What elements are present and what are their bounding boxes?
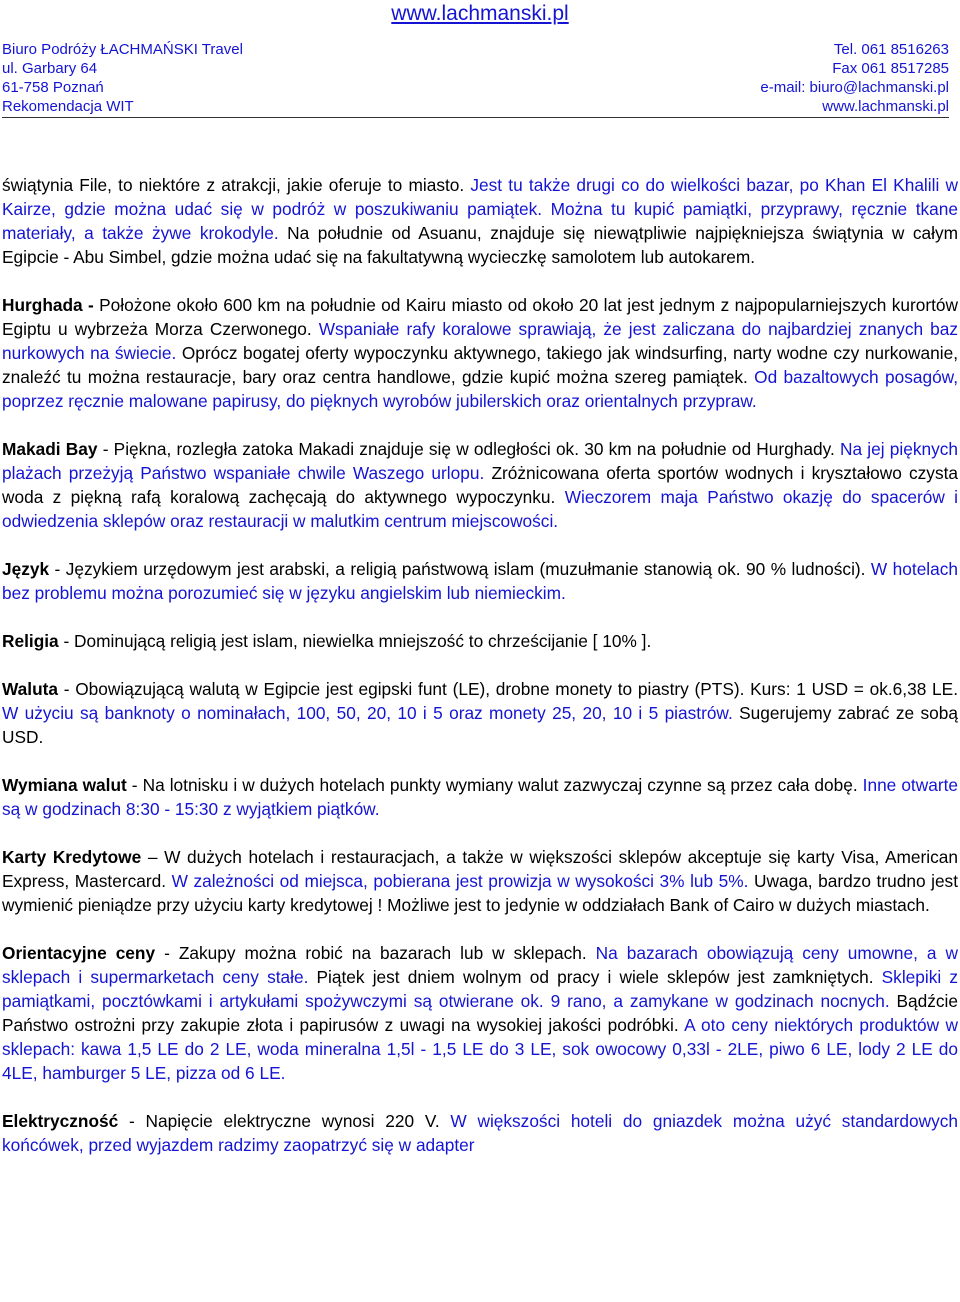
header-divider [2, 117, 949, 118]
paragraph-karty: Karty Kredytowe – W dużych hotelach i restauracjach, a także w większości sklepów akceptuje się karty Visa, American Express, Mastercard. W zależności od miejsca, pobierana jest prowizja w wysokości 3% lub 5%. Uwaga, bardzo trudno jest wymienić pieniądze przy użyciu karty kredytowej ! Możliwe jest to jedynie w oddziałach Bank of Cairo w dużych miastach. [2, 847, 959, 915]
paragraph-orientacyjne: Orientacyjne ceny - Zakupy można robić na bazarach lub w sklepach. Na bazarach obowiązują ceny umowne, a w sklepach i supermarketach ceny stałe. Piątek jest dniem wolnym od pracy i wiele sklepów jest zamkniętych. Sklepiki z pamiątkami, pocztówkami i artykułami spożywczymi są otwierane ok. 9 rano, a zamykane w godzinach nocnych. Bądźcie Państwo ostrożni przy zakupie złota i papirusów z uwagi na wysokiej jakości podróbki. A oto ceny niektórych produktów w sklepach: kawa 1,5 LE do 2 LE, woda mineralna 1,5l - 1,5 LE do 3 LE, sok owocowy 0,33l - 2LE, piwo 6 LE, lody 2 LE do 4LE, hamburger 5 LE, pizza od 6 LE. [2, 943, 958, 1083]
section-title-karty: Karty Kredytowe [2, 847, 142, 867]
section-title-religia: Religia [2, 631, 59, 651]
paragraph-hurghada: Hurghada - Położone około 600 km na południe od Kairu miasto od około 20 lat jest jednym z najpopularniejszych kurortów Egiptu u wybrzeża Morza Czerwonego. Wspaniałe rafy koralowe sprawiają, że jest zaliczana do najbardziej znanych baz nurkowych na świecie. Oprócz bogatej oferty wypoczynku aktywnego, takiego jak windsurfing, narty wodne czy nurkowanie, znaleźć tu można restauracje, bary oraz centra handlowe, gdzie kupić można szereg pamiątek. Od bazaltowych posagów, poprzez ręcznie malowane papirusy, do pięknych wyrobów jubilerskich oraz orientalnych przypraw. [2, 295, 959, 411]
paragraph-intro: świątynia File, to niektóre z atrakcji, jakie oferuje to miasto. Jest tu także drugi co do wielkości bazar, po Khan El Khalili w Kairze, gdzie można udać się w podróż w poszukiwaniu pamiątek. Można tu kupić pamiątki, przyprawy, ręcznie tkane materiały, a także żywe krokodyle. Na południe od Asuanu, znajduje się niewątpliwie najpiękniejsza świątynia w całym Egipcie - Abu Simbel, gdzie można udać się na fakultatywną wycieczkę samolotem lub autokarem. [2, 175, 958, 267]
paragraph-wymiana: Wymiana walut - Na lotnisku i w dużych hotelach punkty wymiany walut zazwyczaj czynne są przez cała dobę. Inne otwarte są w godzinach 8:30 - 15:30 z wyjątkiem piątków. [2, 775, 958, 819]
paragraph-elektrycznosc: Elektryczność - Napięcie elektryczne wynosi 220 V. W większości hoteli do gniazdek można użyć standardowych końcówek, przed wyjazdem radzimy zaopatrzyć się w adapter [2, 1111, 958, 1155]
company-phone: Tel. 061 8516263 [833, 41, 949, 58]
section-title-orientacyjne: Orientacyjne ceny [2, 943, 156, 963]
paragraph-waluta: Waluta - Obowiązującą walutą w Egipcie jest egipski funt (LE), drobne monety to piastry (PTS). Kurs: 1 USD = ok.6,38 LE. W użyciu są banknoty o nominałach, 100, 50, 20, 10 i 5 oraz monety 25, 20, 10 i 5 piastrów. Sugerujemy zabrać ze sobą USD. [2, 679, 958, 747]
section-title-hurghada: Hurghada - [2, 295, 100, 315]
company-name: Biuro Podróży ŁACHMAŃSKI Travel [2, 41, 243, 58]
company-www[interactable]: www.lachmanski.pl [822, 98, 949, 115]
paragraph-religia: Religia - Dominującą religią jest islam, niewielka mniejszość to chrześcijanie [ 10% ]. [2, 631, 652, 651]
company-fax: Fax 061 8517285 [832, 60, 949, 77]
header-company-info [2, 40, 243, 116]
header-contact-info [760, 40, 949, 116]
section-title-wymiana: Wymiana walut [2, 775, 127, 795]
section-title-makadi: Makadi Bay [2, 439, 98, 459]
paragraph-makadi: Makadi Bay - Piękna, rozległa zatoka Makadi znajduje się w odległości ok. 30 km na południe od Hurghady. Na jej pięknych plażach przeżyją Państwo wspaniałe chwile Waszego urlopu. Zróżnicowana oferta sportów wodnych i kryształowo czysta woda z piękną rafą koralową zachęcają do aktywnego wypoczynku. Wieczorem maja Państwo okazję do spacerów i odwiedzenia sklepów oraz restauracji w malutkim centrum miejscowości. [2, 439, 958, 531]
paragraph-jezyk: Język - Językiem urzędowym jest arabski, a religią państwową islam (muzułmanie stanowią ok. 90 % ludności). W hotelach bez problemu można porozumieć się w języku angielskim lub niemieckim. [2, 559, 959, 603]
company-recommendation: Rekomendacja WIT [2, 98, 134, 115]
company-email[interactable]: e-mail: biuro@lachmanski.pl [760, 79, 949, 96]
section-title-waluta: Waluta [2, 679, 59, 699]
section-title-jezyk: Język [2, 559, 50, 579]
company-city: 61-758 Poznań [2, 79, 104, 96]
document-body [2, 173, 958, 1157]
section-title-elektrycznosc: Elektryczność [2, 1111, 119, 1131]
site-url-link[interactable]: www.lachmanski.pl [391, 2, 569, 25]
company-street: ul. Garbary 64 [2, 60, 98, 77]
